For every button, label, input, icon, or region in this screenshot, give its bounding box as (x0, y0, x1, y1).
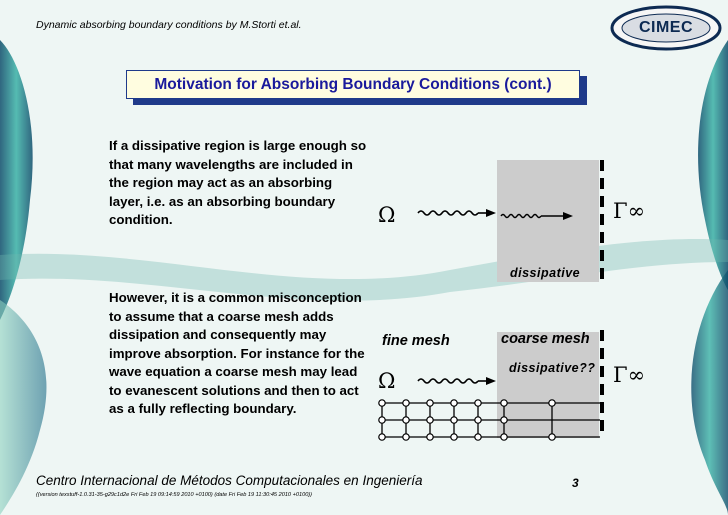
slide-title-box (126, 70, 580, 99)
version-info: ((version texstuff-1.0.31-35-g29c1d2e Fri Feb 19 09:14:59 2010 +0100) (date Fri Feb 19 11:30:45 2010 +0100)) (36, 492, 313, 498)
page-number: 3 (572, 476, 579, 490)
coarse-region (497, 332, 599, 438)
dissipative-question-label: dissipative?? (509, 361, 596, 375)
gamma-infinity-symbol: Γ∞ (613, 199, 646, 223)
dissipative-region (497, 160, 599, 282)
paragraph-misconception: However, it is a common misconception to assume that a coarse mesh adds dissipation and consequently may improve absorption. For instance for the wave equation a coarse mesh may lead to evanescent solutions and then to act as a fully reflecting boundary. (109, 290, 365, 416)
slide-title: Motivation for Absorbing Boundary Conditions (cont.) (154, 75, 552, 93)
dissipative-label: dissipative (510, 266, 581, 280)
paragraph-dissipative: If a dissipative region is large enough so that many wavelengths are included in the region may act as an absorbing layer, i.e. as an absorbing boundary condition. (109, 138, 367, 227)
gamma-infinity-symbol-2: Γ∞ (613, 363, 646, 387)
footer-institution: Centro Internacional de Métodos Computacionales en Ingeniería (36, 473, 423, 488)
logo-text: CIMEC (638, 19, 694, 36)
header-text: Dynamic absorbing boundary conditions by M.Storti et.al. (36, 19, 302, 31)
omega-symbol-2: Ω (378, 369, 396, 393)
coarse-mesh-label: coarse mesh (501, 331, 590, 347)
fine-mesh-label: fine mesh (382, 333, 450, 349)
omega-symbol: Ω (378, 203, 396, 227)
cimec-logo (610, 4, 722, 52)
